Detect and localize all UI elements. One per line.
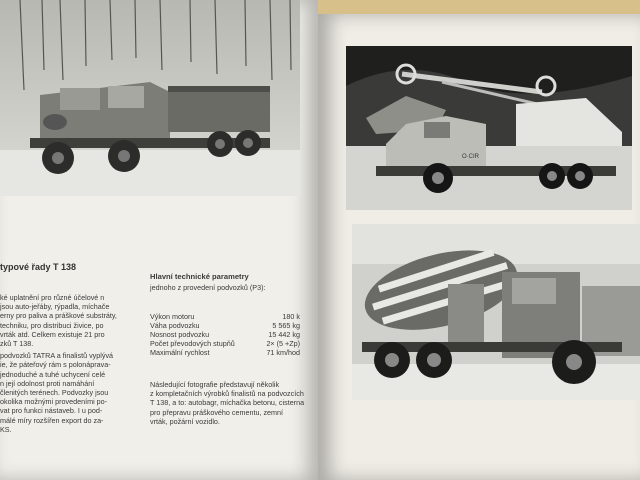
params-title: Hlavní technické parametry xyxy=(150,272,249,281)
body-line: málé míry rozšířen export do za- xyxy=(0,415,104,425)
body-line: vat pro funkci nástaveb. I u pod- xyxy=(0,406,103,416)
body-line: ké uplatnění pro různé účelové n xyxy=(0,293,105,302)
body-line: ie, že páteřový rám s polonáprava- xyxy=(0,360,111,370)
body-line: KS. xyxy=(0,424,12,434)
body-line: erny pro paliva a práškové substráty, xyxy=(0,311,117,321)
paragraph-line: vrták, požární vozidlo. xyxy=(150,416,220,426)
param-label: Váha podvozku xyxy=(150,321,200,330)
param-value: 2× (5 +Zp) xyxy=(266,339,300,348)
body-line: n její odolnost proti namáhání xyxy=(0,378,95,388)
body-line: jsou auto-jeřáby, rýpadla, míchače xyxy=(0,302,110,312)
body-line: zků T 138. xyxy=(0,339,34,349)
photo-intro-paragraph xyxy=(150,380,320,426)
param-label: Nosnost podvozku xyxy=(150,330,210,339)
body-text xyxy=(0,293,138,434)
param-value: 180 k xyxy=(282,312,300,321)
photo-excavator-truck xyxy=(346,46,632,210)
paragraph-line: z kompletačních výrobků finalistů na podvozcích xyxy=(150,389,304,399)
param-label: Maximální rychlost xyxy=(150,348,210,357)
body-line: okolika možnými provedeními po- xyxy=(0,397,108,407)
photo-concrete-mixer-truck xyxy=(352,224,640,400)
section-heading: typové řady T 138 xyxy=(0,262,77,272)
paragraph-line: Následující fotografie představují několik xyxy=(150,380,280,389)
params-subtitle: jednoho z provedení podvozků (P3): xyxy=(150,283,266,292)
param-value: 71 km/hod xyxy=(266,348,300,357)
body-line: vrták atd. Celkem existuje 21 pro xyxy=(0,329,105,339)
param-value: 5 565 kg xyxy=(272,321,300,330)
body-line: techniku, pro distribuci živice, po xyxy=(0,320,104,330)
param-label: Počet převodových stupňů xyxy=(150,339,235,348)
body-line: podvozků TATRA a finalistů vyplývá xyxy=(0,351,114,361)
body-line: jednoduché a tuhé uchycení celé xyxy=(0,369,106,379)
paragraph-line: T 138, a to: autobagr, míchačka betonu, cisterna xyxy=(150,398,305,408)
photo-flatbed-truck xyxy=(0,0,300,196)
body-line: členitých terénech. Podvozky jsou xyxy=(0,388,109,398)
param-label: Výkon motoru xyxy=(150,312,195,321)
paragraph-line: pro přepravu práškového cementu, zemní xyxy=(150,407,284,417)
param-value: 15 442 kg xyxy=(268,330,300,339)
truck-badge: O·CIR xyxy=(462,154,479,160)
